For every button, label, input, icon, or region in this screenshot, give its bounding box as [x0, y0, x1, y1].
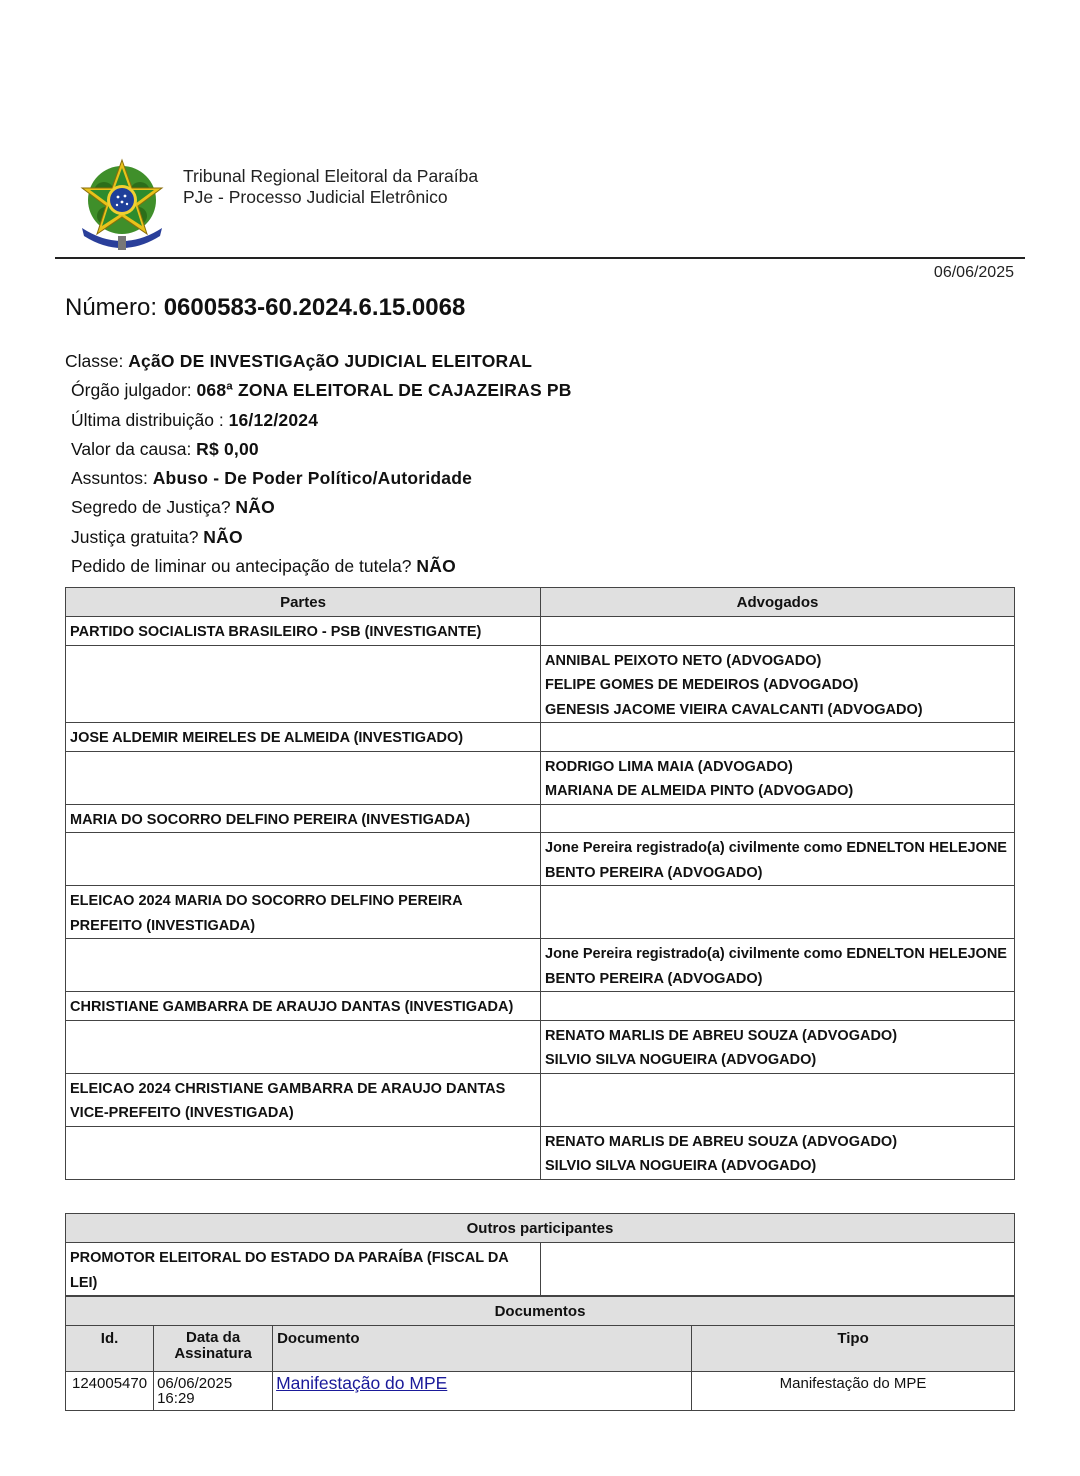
- table-row: [66, 804, 1015, 833]
- doc-data: [154, 1372, 273, 1411]
- col-tipo: Tipo: [692, 1326, 1015, 1372]
- table-row: [66, 939, 1015, 992]
- advogado-name: FELIPE GOMES DE MEDEIROS (ADVOGADO): [545, 677, 859, 693]
- documentos-table: [65, 1296, 1015, 1411]
- field-label: Assuntos:: [71, 468, 153, 489]
- partes-body: [66, 617, 1015, 1180]
- col-documento: Documento: [273, 1326, 692, 1372]
- parte-cell: [66, 1020, 541, 1073]
- field-justica-gratuita: [65, 523, 572, 552]
- col-id: Id.: [66, 1326, 154, 1372]
- field-value: 16/12/2024: [228, 409, 319, 430]
- table-row: [66, 1020, 1015, 1073]
- col-partes: Partes: [66, 588, 541, 617]
- parte-cell: [66, 751, 541, 804]
- parte-cell: [66, 939, 541, 992]
- advogados-cell: [541, 939, 1015, 992]
- field-label: Última distribuição :: [71, 409, 229, 430]
- parte-cell: [66, 804, 541, 833]
- parte-cell: [66, 886, 541, 939]
- advogados-cell: [541, 617, 1015, 646]
- table-row: [66, 645, 1015, 723]
- advogados-cell: [541, 645, 1015, 723]
- parte-cell: [66, 1126, 541, 1179]
- advogado-name: RENATO MARLIS DE ABREU SOUZA (ADVOGADO): [545, 1027, 898, 1044]
- parte-name: ELEICAO 2024 MARIA DO SOCORRO DELFINO PEREIRA PREFEITO (INVESTIGADA): [70, 893, 463, 934]
- doc-documento: [273, 1372, 692, 1411]
- field-segredo-justica: [65, 493, 572, 522]
- field-value: Abuso - De Poder Político/Autoridade: [152, 468, 473, 489]
- advogados-cell: [541, 833, 1015, 886]
- table-row: [66, 1372, 1015, 1411]
- process-number: [65, 294, 465, 322]
- table-row: [66, 617, 1015, 646]
- advogado-name: GENESIS JACOME VIEIRA CAVALCANTI (ADVOGADO): [545, 701, 923, 718]
- parte-cell: [66, 833, 541, 886]
- field-label: Classe:: [65, 351, 129, 371]
- doc-id: 124005470: [66, 1372, 154, 1411]
- outros-participantes-table: [65, 1213, 1015, 1296]
- field-label: Justiça gratuita?: [71, 526, 204, 547]
- document-header: [76, 156, 1036, 256]
- field-value: 068ª ZONA ELEITORAL DE CAJAZEIRAS PB: [196, 380, 572, 401]
- process-details: [65, 347, 572, 581]
- table-row: [66, 992, 1015, 1021]
- outros-header-row: [66, 1214, 1015, 1243]
- process-number-label: Número:: [65, 294, 158, 321]
- advogado-name: SILVIO SILVA NOGUEIRA (ADVOGADO): [545, 1052, 817, 1068]
- field-classe: [65, 347, 572, 376]
- advogados-cell: [541, 751, 1015, 804]
- col-data-assinatura: Data da Assinatura: [154, 1326, 273, 1372]
- field-value: R$ 0,00: [196, 438, 259, 459]
- documentos-columns-row: [66, 1326, 1015, 1372]
- documento-link[interactable]: Manifestação do MPE: [276, 1373, 448, 1393]
- advogados-cell: [541, 886, 1015, 939]
- parte-name: JOSE ALDEMIR MEIRELES DE ALMEIDA (INVESTIGADO): [70, 730, 464, 746]
- parte-name: MARIA DO SOCORRO DELFINO PEREIRA (INVESTIGADA): [70, 811, 471, 828]
- advogado-name: RODRIGO LIMA MAIA (ADVOGADO): [545, 758, 793, 775]
- outros-advogados-cell: [541, 1243, 1015, 1296]
- advogados-cell: [541, 804, 1015, 833]
- field-label: Segredo de Justiça?: [71, 497, 236, 518]
- parte-cell: [66, 723, 541, 752]
- header-titles: [183, 166, 478, 208]
- table-row: [66, 1073, 1015, 1126]
- parte-cell: [66, 992, 541, 1021]
- documentos-title-row: [66, 1297, 1015, 1326]
- table-row: [66, 1243, 1015, 1296]
- advogados-cell: [541, 1126, 1015, 1179]
- field-orgao-julgador: [65, 376, 572, 405]
- doc-tipo: Manifestação do MPE: [692, 1372, 1015, 1411]
- table-row: [66, 723, 1015, 752]
- parte-cell: [66, 1073, 541, 1126]
- advogado-name: SILVIO SILVA NOGUEIRA (ADVOGADO): [545, 1158, 817, 1174]
- parte-cell: [66, 617, 541, 646]
- table-row: [66, 751, 1015, 804]
- process-number-value: 0600583-60.2024.6.15.0068: [163, 294, 466, 321]
- field-value: AçãO DE INVESTIGAçãO JUDICIAL ELEITORAL: [128, 351, 533, 371]
- field-label: Valor da causa:: [71, 438, 197, 459]
- advogado-name: MARIANA DE ALMEIDA PINTO (ADVOGADO): [545, 783, 854, 799]
- advogados-cell: [541, 992, 1015, 1021]
- org-name: Tribunal Regional Eleitoral da Paraíba: [183, 166, 479, 186]
- field-value: NÃO: [235, 497, 275, 518]
- advogado-name: RENATO MARLIS DE ABREU SOUZA (ADVOGADO): [545, 1133, 898, 1150]
- parte-cell: [66, 645, 541, 723]
- header-divider: [55, 257, 1025, 259]
- field-valor-causa: [65, 435, 572, 464]
- col-advogados: Advogados: [541, 588, 1015, 617]
- partes-table: [65, 587, 1015, 1180]
- parte-name: ELEICAO 2024 CHRISTIANE GAMBARRA DE ARAUJO DANTAS VICE-PREFEITO (INVESTIGADA): [70, 1080, 506, 1121]
- advogado-name: Jone Pereira registrado(a) civilmente como EDNELTON HELEJONE BENTO PEREIRA (ADVOGADO): [545, 946, 1007, 987]
- table-row: [66, 886, 1015, 939]
- advogados-cell: [541, 723, 1015, 752]
- outros-header: Outros participantes: [66, 1214, 1015, 1243]
- field-value: NÃO: [416, 556, 456, 577]
- outros-parte-cell: PROMOTOR ELEITORAL DO ESTADO DA PARAÍBA (FISCAL DA LEI): [66, 1243, 541, 1296]
- print-date: 06/06/2025: [933, 264, 1014, 281]
- system-name: PJe - Processo Judicial Eletrônico: [183, 187, 448, 207]
- parte-name: CHRISTIANE GAMBARRA DE ARAUJO DANTAS (INVESTIGADA): [70, 999, 514, 1015]
- advogado-name: Jone Pereira registrado(a) civilmente como EDNELTON HELEJONE BENTO PEREIRA (ADVOGADO): [545, 840, 1007, 881]
- advogado-name: ANNIBAL PEIXOTO NETO (ADVOGADO): [545, 652, 822, 669]
- partes-header-row: [66, 588, 1015, 617]
- doc-data-text: 06/06/2025 16:29: [157, 1375, 233, 1407]
- table-row: [66, 833, 1015, 886]
- parte-name: PARTIDO SOCIALISTA BRASILEIRO - PSB (INVESTIGANTE): [70, 624, 482, 640]
- field-label: Pedido de liminar ou antecipação de tutela?: [71, 556, 417, 577]
- brazil-coat-of-arms-icon: [76, 156, 168, 254]
- field-ultima-distribuicao: [65, 406, 572, 435]
- documentos-header: Documentos: [66, 1297, 1015, 1326]
- field-assuntos: [65, 464, 572, 493]
- field-pedido-liminar: [65, 552, 572, 581]
- table-row: [66, 1126, 1015, 1179]
- field-value: NÃO: [203, 526, 243, 547]
- advogados-cell: [541, 1020, 1015, 1073]
- field-label: Órgão julgador:: [71, 380, 197, 401]
- advogados-cell: [541, 1073, 1015, 1126]
